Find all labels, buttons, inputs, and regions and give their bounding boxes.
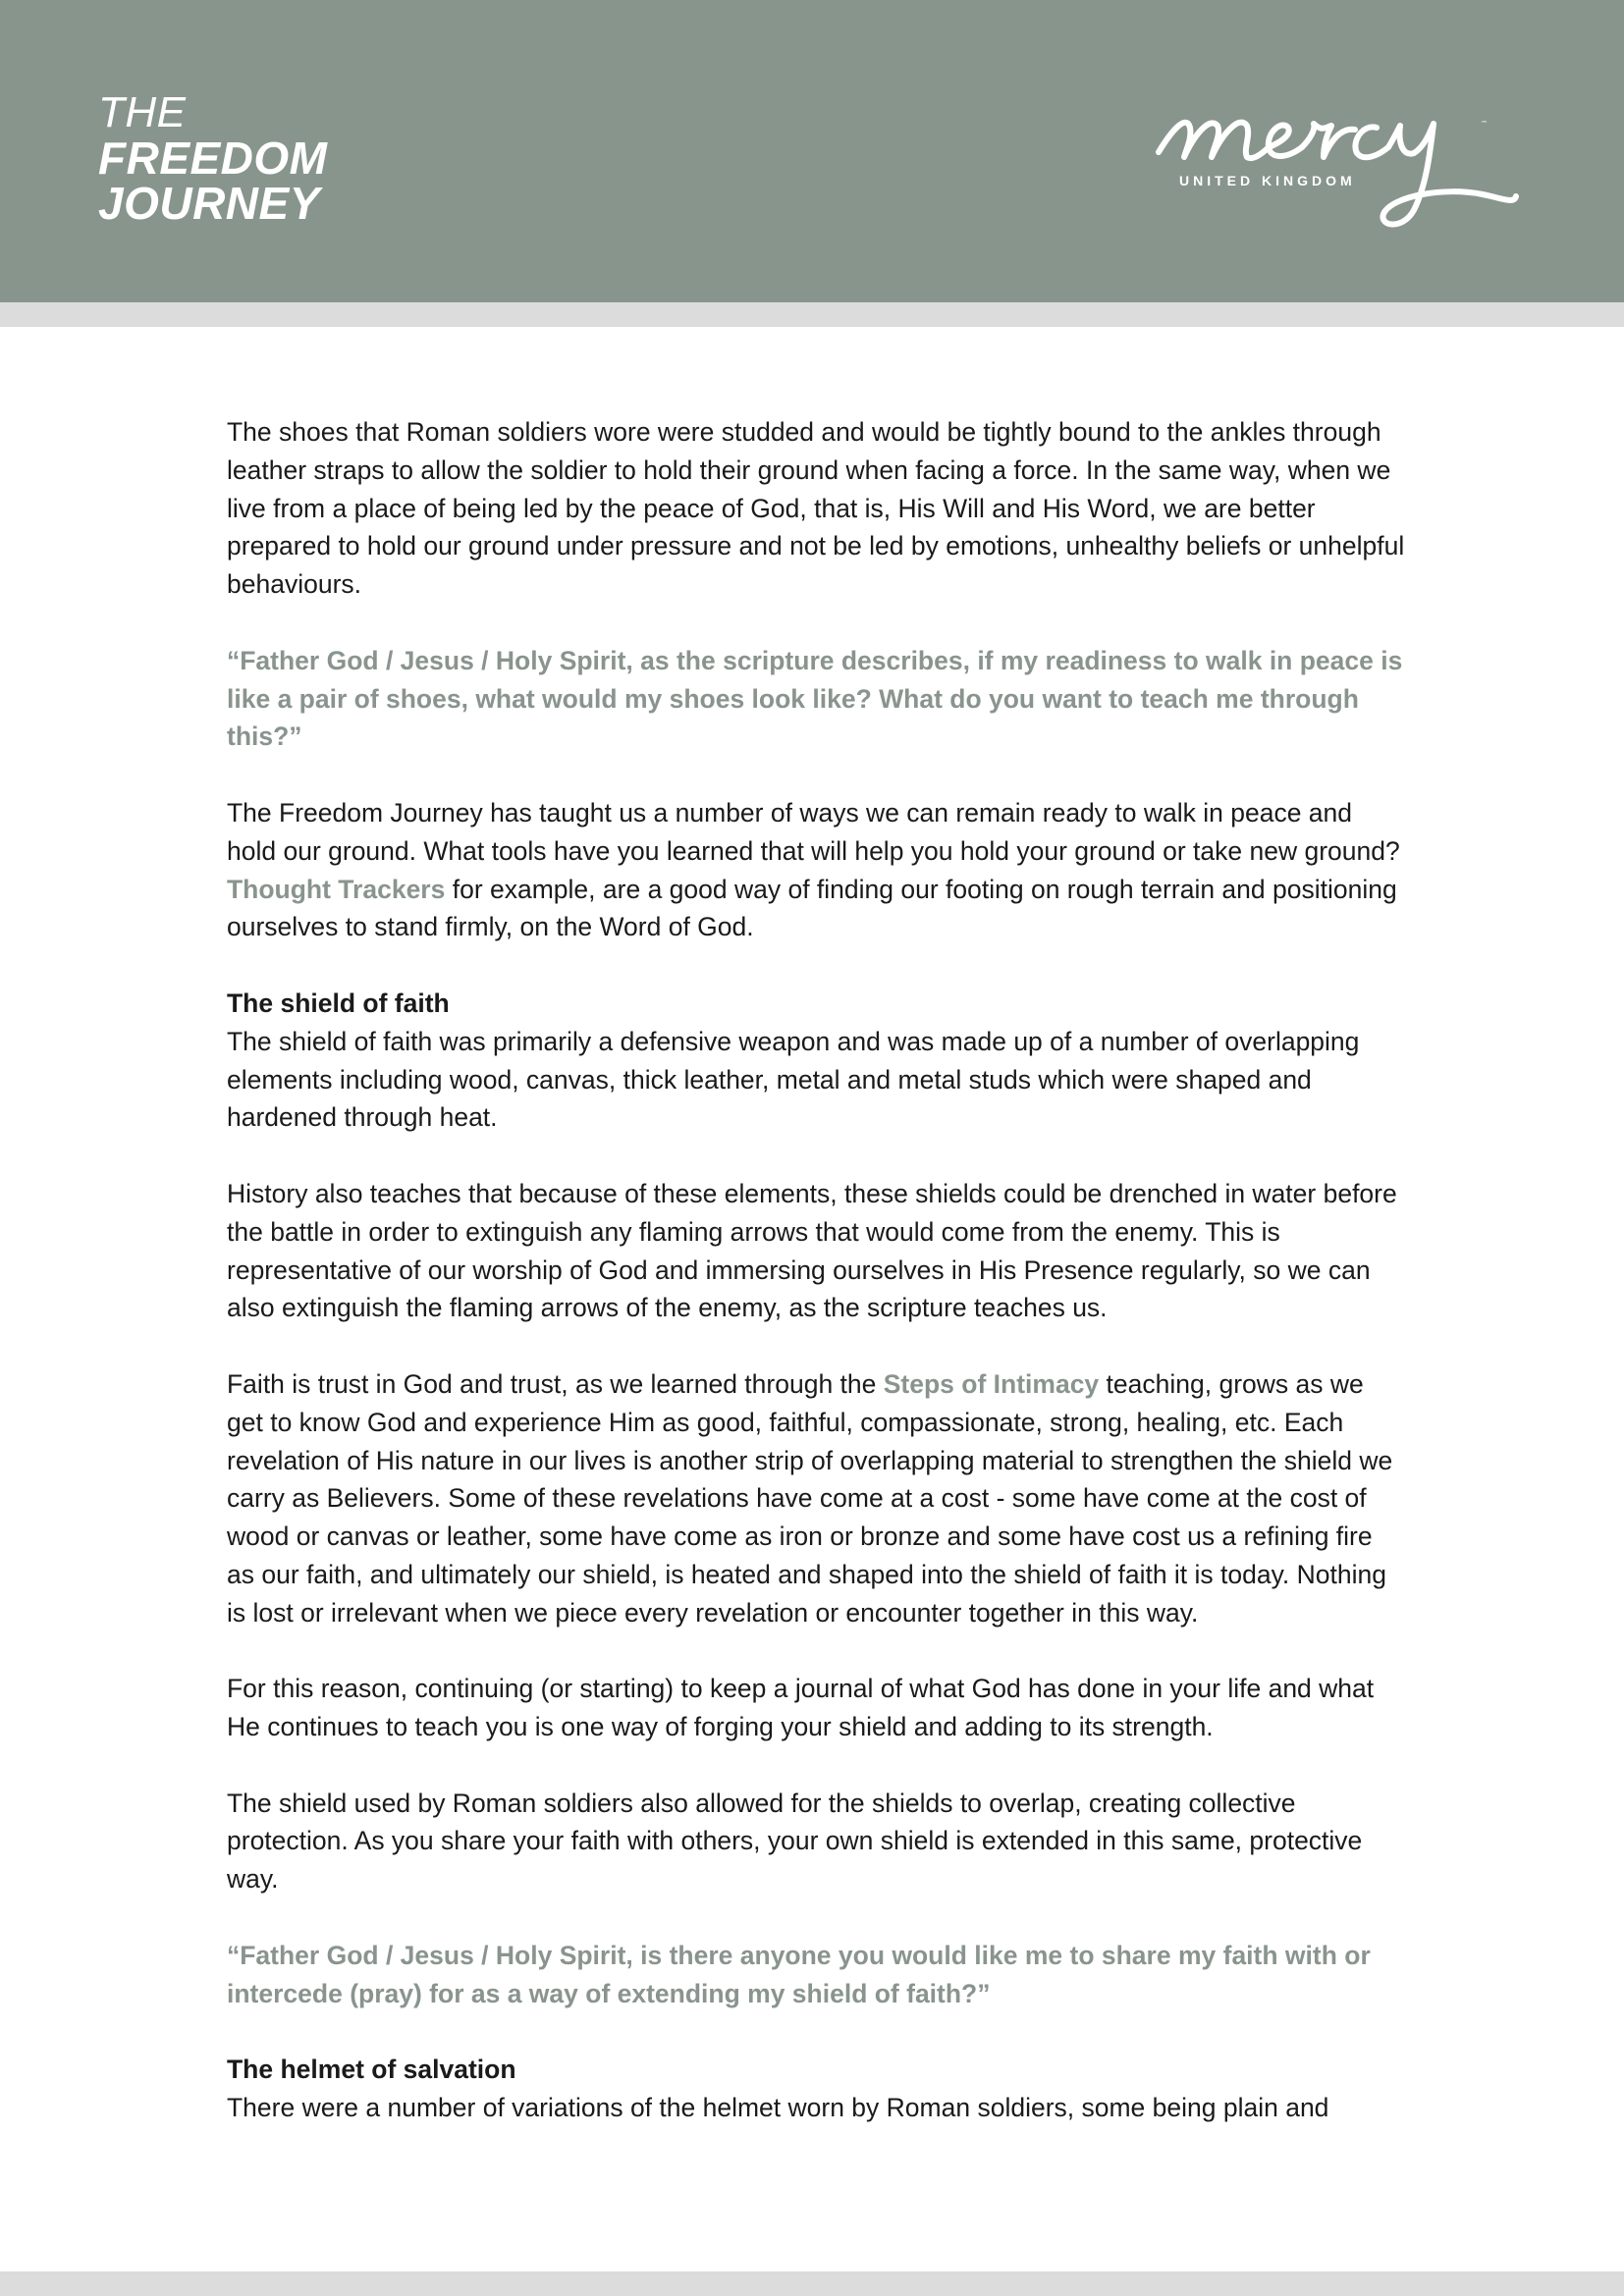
heading-shield-of-faith: The shield of faith (227, 988, 450, 1018)
brand-line-the: THE (98, 88, 187, 136)
paragraph-text: Faith is trust in God and trust, as we learned through the (227, 1368, 884, 1399)
document-body (227, 413, 1405, 2127)
freedom-journey-title (98, 88, 328, 229)
thought-trackers-link[interactable]: Thought Trackers (227, 874, 446, 904)
prayer-quote-shoes: “Father God / Jesus / Holy Spirit, as the scripture describes, if my readiness to walk in peace is like a pair of shoes, what would my shoes look like? What do you want to teach me through this?” (227, 645, 1403, 752)
header-divider-strip (0, 302, 1624, 327)
logo-letter-m (1159, 123, 1269, 158)
paragraph-faith-trust (227, 1365, 1405, 1632)
steps-of-intimacy-link[interactable]: Steps of Intimacy (883, 1368, 1100, 1399)
paragraph-shoes: The shoes that Roman soldiers wore were studded and would be tightly bound to the ankles through leather straps to allow the soldier to hold their ground when facing a force. In the same way, when we live from a place of being led by the peace of God, that is, His Will and His Word, we are better prepared to hold our ground under pressure and not be led by emotions, unhealthy beliefs or unhelpful behaviours. (227, 417, 1405, 600)
paragraph-shield-elements: The shield of faith was primarily a defensive weapon and was made up of a number of overlapping elements including wood, canvas, thick leather, metal and metal studs which were shaped and hardened through heat. (227, 1026, 1360, 1133)
paragraph-freedom-journey (227, 794, 1405, 946)
paragraph-shield-overlap: The shield used by Roman soldiers also allowed for the shields to overlap, creating collective protection. As you share your faith with others, your own shield is extended in this same, protective way. (227, 1788, 1363, 1895)
brand-line-freedom: FREEDOM (98, 133, 328, 184)
section-helmet-of-salvation (227, 2051, 1405, 2127)
brand-line-journey: JOURNEY (98, 178, 320, 229)
logo-letter-r (1302, 124, 1355, 157)
paragraph-shield-history: History also teaches that because of these elements, these shields could be drenched in water before the battle in order to extinguish any flaming arrows that would come from the enemy. This is representative of our worship of God and immersing ourselves in His Presence regularly, so we can also extinguish the flaming arrows of the enemy, as the scripture teaches us. (227, 1178, 1397, 1323)
mercy-logo (1149, 88, 1532, 236)
logo-letter-c (1355, 127, 1388, 157)
logo-trademark: ™ (1481, 120, 1488, 128)
logo-letter-y (1382, 124, 1516, 225)
paragraph-journal: For this reason, continuing (or starting) to keep a journal of what God has done in your life and what He continues to teach you is one way of forging your shield and adding to its strength. (227, 1674, 1375, 1742)
paragraph-text: teaching, grows as we get to know God and experience Him as good, faithful, compassionate, strong, healing, etc. Each revelation of His nature in our lives is another strip of overlapping material to strengthen the shield we carry as Believers. Some of these revelations have come at a cost - some have come at the cost of wood or canvas or leather, some have come as iron or bronze and some have cost us a refining fire as our faith, and ultimately our shield, is heated and shaped into the shield of faith it is today. Nothing is lost or irrelevant when we piece every revelation or encounter together in this way. (227, 1368, 1393, 1628)
section-shield-of-faith (227, 985, 1405, 1137)
logo-letter-e (1269, 125, 1302, 156)
prayer-quote-shield: “Father God / Jesus / Holy Spirit, is there anyone you would like me to share my faith with or intercede (pray) for as a way of extending my shield of faith?” (227, 1940, 1371, 2008)
logo-subtitle: UNITED KINGDOM (1179, 173, 1356, 188)
paragraph-text: for example, are a good way of finding our footing on rough terrain and positioning ourselves to stand firmly, on the Word of God. (227, 874, 1397, 942)
paragraph-helmet: There were a number of variations of the helmet worn by Roman soldiers, some being plain and (227, 2093, 1329, 2123)
heading-helmet-of-salvation: The helmet of salvation (227, 2055, 516, 2085)
paragraph-text: The Freedom Journey has taught us a number of ways we can remain ready to walk in peace and hold our ground. What tools have you learned that will help you hold your ground or take new ground? (227, 797, 1400, 866)
footer-strip (0, 2271, 1624, 2296)
